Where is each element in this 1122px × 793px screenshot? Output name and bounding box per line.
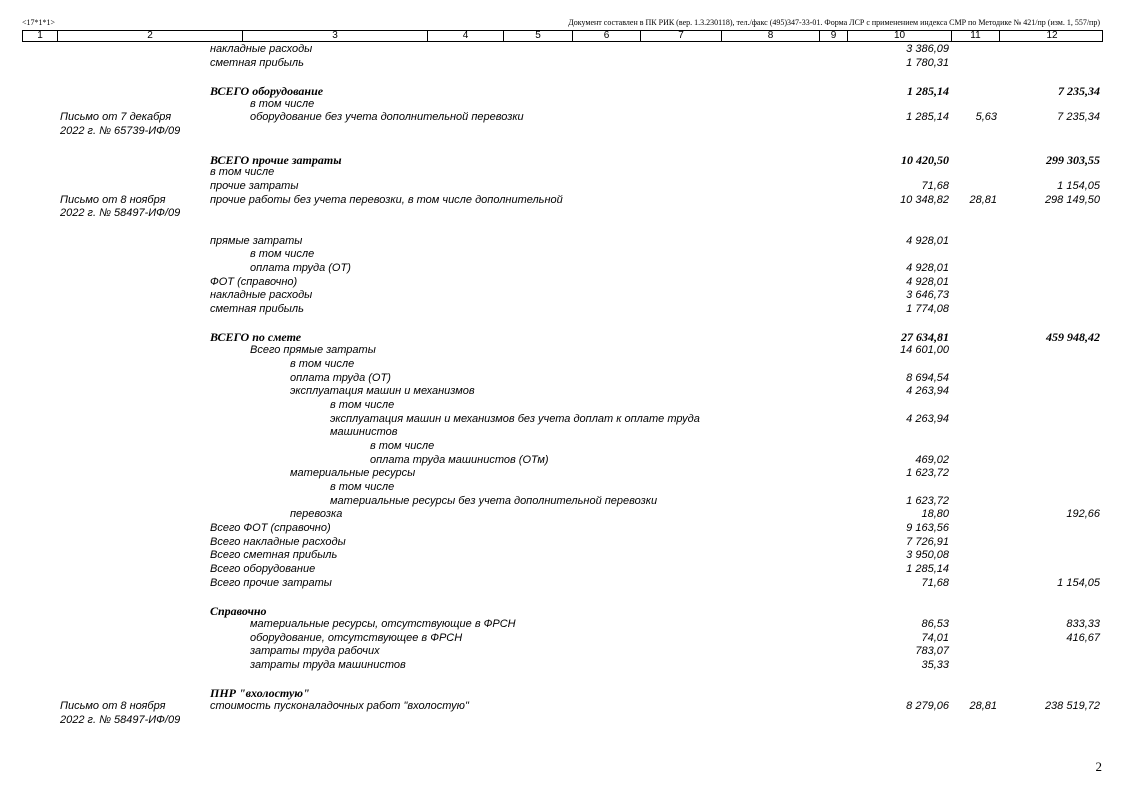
spacer-row <box>22 317 1103 331</box>
row-description: в том числе <box>290 357 355 370</box>
value-col-11: 28,81 <box>969 193 997 206</box>
value-col-10: 3 646,73 <box>906 289 949 302</box>
value-col-10: 35,33 <box>921 658 949 671</box>
value-col-10: 1 623,72 <box>906 467 949 480</box>
estimate-row <box>22 43 1103 57</box>
estimate-row <box>22 563 1103 577</box>
row-description: в том числе <box>210 166 275 179</box>
estimate-row <box>22 714 1103 728</box>
value-col-10: 10 420,50 <box>901 152 949 167</box>
value-col-10: 7 726,91 <box>906 535 949 548</box>
column-header-row <box>22 30 1103 42</box>
row-description: оплата труда (ОТ) <box>290 371 391 384</box>
col-6: 6 <box>573 31 641 41</box>
value-col-10: 4 263,94 <box>906 385 949 398</box>
value-col-10: 1 285,14 <box>907 84 949 99</box>
estimate-row <box>22 508 1103 522</box>
estimate-row <box>22 358 1103 372</box>
spacer-row <box>22 139 1103 153</box>
estimate-row <box>22 481 1103 495</box>
row-description: ВСЕГО прочие затраты <box>210 152 342 167</box>
row-description: ПНР "вхолостую" <box>210 686 310 701</box>
col-5: 5 <box>504 31 573 41</box>
estimate-row <box>22 632 1103 646</box>
estimate-row <box>22 303 1103 317</box>
source-note: Письмо от 7 декабря <box>60 111 172 124</box>
row-description: эксплуатация машин и механизмов <box>290 385 475 398</box>
col-4: 4 <box>428 31 504 41</box>
estimate-row <box>22 98 1103 112</box>
value-col-10: 1 623,72 <box>906 494 949 507</box>
row-description: Всего сметная прибыль <box>210 549 338 562</box>
row-description: оплата труда машинистов (ОТм) <box>370 453 549 466</box>
row-description: накладные расходы <box>210 43 313 55</box>
row-description: Всего прямые затраты <box>250 344 376 357</box>
value-col-10: 1 285,14 <box>906 563 949 576</box>
source-note: Письмо от 8 ноября <box>60 700 166 712</box>
doc-source-note: Документ составлен в ПК РИК (вер. 1.3.230118), тел./факс (495)347-33-01. Форма ЛСР с применением индекса СМР по Методике № 421/пр (изм. 1, 557/пр) <box>568 18 1100 27</box>
value-col-10: 10 348,82 <box>900 193 949 206</box>
row-description: сметная прибыль <box>210 303 304 316</box>
row-description: материальные ресурсы <box>290 467 416 480</box>
row-description: прочие работы без учета перевозки, в том числе дополнительной <box>210 193 563 206</box>
value-col-10: 9 163,56 <box>906 522 949 535</box>
estimate-row <box>22 276 1103 290</box>
estimate-row <box>22 659 1103 673</box>
col-10: 10 <box>848 31 952 41</box>
estimate-row <box>22 207 1103 221</box>
estimate-row <box>22 180 1103 194</box>
row-description: материальные ресурсы, отсутствующие в ФРСН <box>250 617 516 630</box>
row-description: в том числе <box>250 248 315 261</box>
row-description: накладные расходы <box>210 289 313 302</box>
col-8: 8 <box>722 31 820 41</box>
estimate-row <box>22 153 1103 167</box>
row-description: в том числе <box>330 481 395 493</box>
row-description: затраты труда машинистов <box>250 658 406 671</box>
value-col-10: 8 694,54 <box>906 371 949 384</box>
value-col-10: 71,68 <box>921 179 949 192</box>
value-col-10: 783,07 <box>915 645 949 658</box>
value-col-10: 1 774,08 <box>906 303 949 316</box>
value-col-12: 7 235,34 <box>1058 84 1100 99</box>
value-col-10: 8 279,06 <box>906 700 949 712</box>
estimate-row <box>22 330 1103 344</box>
source-note: 2022 г. № 58497-ИФ/09 <box>60 713 181 726</box>
row-description: оборудование без учета дополнительной перевозки <box>250 111 524 124</box>
source-note: 2022 г. № 58497-ИФ/09 <box>60 207 181 220</box>
row-description: оборудование, отсутствующее в ФРСН <box>250 631 463 644</box>
estimate-row <box>22 262 1103 276</box>
spacer-row <box>22 221 1103 235</box>
estimate-row <box>22 426 1103 440</box>
estimate-row <box>22 248 1103 262</box>
estimate-row <box>22 536 1103 550</box>
estimate-row <box>22 385 1103 399</box>
estimate-row <box>22 289 1103 303</box>
row-description: ВСЕГО по смете <box>210 330 302 345</box>
row-description: перевозка <box>290 508 343 521</box>
value-col-10: 74,01 <box>921 631 949 644</box>
value-col-12: 298 149,50 <box>1044 193 1100 206</box>
row-description: ФОТ (справочно) <box>210 275 298 288</box>
estimate-row <box>22 454 1103 468</box>
col-1: 1 <box>23 31 58 41</box>
row-description: стоимость пусконаладочных работ "вхолостую" <box>210 700 469 712</box>
estimate-row <box>22 440 1103 454</box>
row-description: Всего ФОТ (справочно) <box>210 522 331 535</box>
estimate-row <box>22 495 1103 509</box>
value-col-10: 27 634,81 <box>901 330 949 345</box>
value-col-12: 1 154,05 <box>1057 576 1100 589</box>
col-3: 3 <box>243 31 428 41</box>
row-description: ВСЕГО оборудование <box>210 84 324 99</box>
estimate-row <box>22 522 1103 536</box>
estimate-row <box>22 700 1103 714</box>
row-description: Справочно <box>210 604 267 619</box>
spacer-row <box>22 673 1103 687</box>
value-col-10: 3 950,08 <box>906 549 949 562</box>
estimate-row <box>22 372 1103 386</box>
value-col-12: 833,33 <box>1066 617 1100 630</box>
value-col-11: 28,81 <box>969 700 997 712</box>
page-number: 2 <box>1095 759 1102 774</box>
col-7: 7 <box>641 31 722 41</box>
value-col-10: 3 386,09 <box>906 43 949 55</box>
estimate-row <box>22 413 1103 427</box>
value-col-10: 71,68 <box>921 576 949 589</box>
value-col-10: 4 928,01 <box>906 275 949 288</box>
value-col-10: 1 285,14 <box>906 111 949 124</box>
row-description: прямые затраты <box>210 234 303 247</box>
row-description: оплата труда (ОТ) <box>250 262 351 274</box>
estimate-row <box>22 577 1103 591</box>
estimate-row <box>22 125 1103 139</box>
col-11: 11 <box>952 31 1000 41</box>
estimate-row <box>22 686 1103 700</box>
value-col-12: 192,66 <box>1066 508 1100 521</box>
value-col-10: 4 928,01 <box>906 262 949 274</box>
spacer-row <box>22 70 1103 84</box>
estimate-row <box>22 618 1103 632</box>
estimate-row <box>22 111 1103 125</box>
estimate-row <box>22 344 1103 358</box>
estimate-row <box>22 604 1103 618</box>
row-description: в том числе <box>330 398 395 411</box>
estimate-row <box>22 166 1103 180</box>
row-description: материальные ресурсы без учета дополнительной перевозки <box>330 494 658 507</box>
row-description: в том числе <box>370 439 435 452</box>
value-col-12: 459 948,42 <box>1046 330 1100 345</box>
source-note: Письмо от 8 ноября <box>60 193 166 206</box>
value-col-12: 1 154,05 <box>1057 179 1100 192</box>
row-description: прочие затраты <box>210 179 299 192</box>
estimate-row <box>22 645 1103 659</box>
row-description: Всего прочие затраты <box>210 576 332 589</box>
value-col-12: 238 519,72 <box>1044 700 1100 712</box>
estimate-row <box>22 57 1103 71</box>
row-description: в том числе <box>250 97 315 110</box>
spacer-row <box>22 591 1103 605</box>
estimate-row <box>22 235 1103 249</box>
value-col-10: 18,80 <box>921 508 949 521</box>
value-col-10: 469,02 <box>915 453 949 466</box>
estimate-row <box>22 399 1103 413</box>
estimate-rows <box>22 43 1103 727</box>
estimate-row <box>22 549 1103 563</box>
value-col-12: 416,67 <box>1066 631 1100 644</box>
row-description: Всего накладные расходы <box>210 535 346 548</box>
row-description: сметная прибыль <box>210 56 304 69</box>
doc-code: <17*1*1> <box>22 18 56 27</box>
estimate-row <box>22 194 1103 208</box>
col-9: 9 <box>820 31 848 41</box>
row-description: машинистов <box>330 426 398 439</box>
value-col-10: 86,53 <box>921 617 949 630</box>
estimate-row <box>22 467 1103 481</box>
col-12: 12 <box>1046 30 1058 41</box>
value-col-10: 4 263,94 <box>906 412 949 425</box>
value-col-10: 4 928,01 <box>906 234 949 247</box>
row-description: Всего оборудование <box>210 563 316 576</box>
value-col-10: 14 601,00 <box>900 344 949 357</box>
value-col-11: 5,63 <box>975 111 997 124</box>
row-description: затраты труда рабочих <box>250 645 380 658</box>
col-2: 2 <box>58 31 243 41</box>
source-note: 2022 г. № 65739-ИФ/09 <box>60 125 181 138</box>
value-col-10: 1 780,31 <box>906 56 949 69</box>
value-col-12: 7 235,34 <box>1057 111 1100 124</box>
row-description: эксплуатация машин и механизмов без учета доплат к оплате труда <box>330 412 700 425</box>
value-col-12: 299 303,55 <box>1046 152 1100 167</box>
estimate-row <box>22 84 1103 98</box>
